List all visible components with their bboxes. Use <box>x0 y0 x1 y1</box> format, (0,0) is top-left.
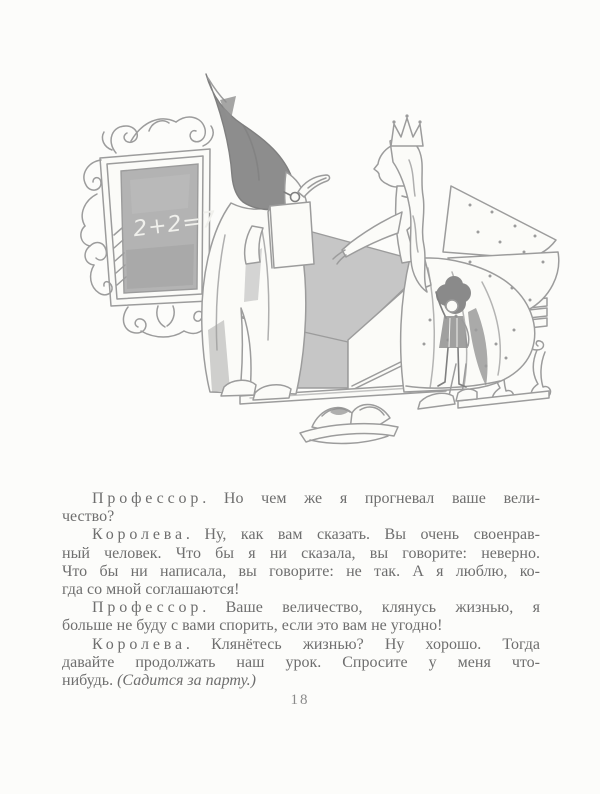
dialogue-segment: ный человек. Что бы я ни сказала, вы говорите: неверно. <box>62 544 540 562</box>
dialogue-line <box>62 526 540 544</box>
dialogue-line <box>62 599 540 617</box>
dialogue-segment: гда со мной соглашаются! <box>62 581 240 599</box>
speaker-name: Королева <box>92 635 186 653</box>
dialogue-line <box>62 508 540 526</box>
dialogue-line <box>62 490 540 508</box>
speaker-name: Профессор <box>92 490 203 507</box>
dialogue-segment: Что бы ни написала, вы говорите: не так. А я люблю, ко- <box>62 562 540 580</box>
dialogue-text <box>62 490 540 690</box>
dialogue-segment: больше не буду с вами спорить, если это вам не угодно! <box>62 617 443 635</box>
dialogue-segment: . Клянётесь жизнью? Ну хорошо. Тогда <box>185 635 540 653</box>
chalkboard <box>81 117 218 337</box>
dialogue-segment: . Ну, как вам сказать. Вы очень своенрав- <box>185 526 540 544</box>
dialogue-segment: . Ваше величество, клянусь жизнью, я <box>202 599 540 617</box>
dialogue-line <box>62 563 540 581</box>
speaker-name: Королева <box>92 526 186 544</box>
dialogue-line <box>62 654 540 672</box>
speaker-name: Профессор <box>92 599 203 617</box>
open-book <box>300 404 398 443</box>
dialogue-segment: чество? <box>62 508 115 526</box>
chalkboard-formula: 2+2=7 <box>131 207 219 243</box>
dialogue-line <box>62 617 540 635</box>
dialogue-line <box>62 545 540 563</box>
stage-direction: (Садится за парту.) <box>117 672 256 690</box>
dialogue-line <box>62 672 540 690</box>
page-number: 18 <box>290 692 310 708</box>
dialogue-line <box>62 636 540 654</box>
dialogue-segment: нибудь. <box>62 672 118 690</box>
dialogue-segment: давайте продолжать наш урок. Спросите у меня что- <box>62 653 540 671</box>
dialogue-segment: . Но чем же я прогневал ваше вели- <box>202 490 540 507</box>
dialogue-line <box>62 581 540 599</box>
